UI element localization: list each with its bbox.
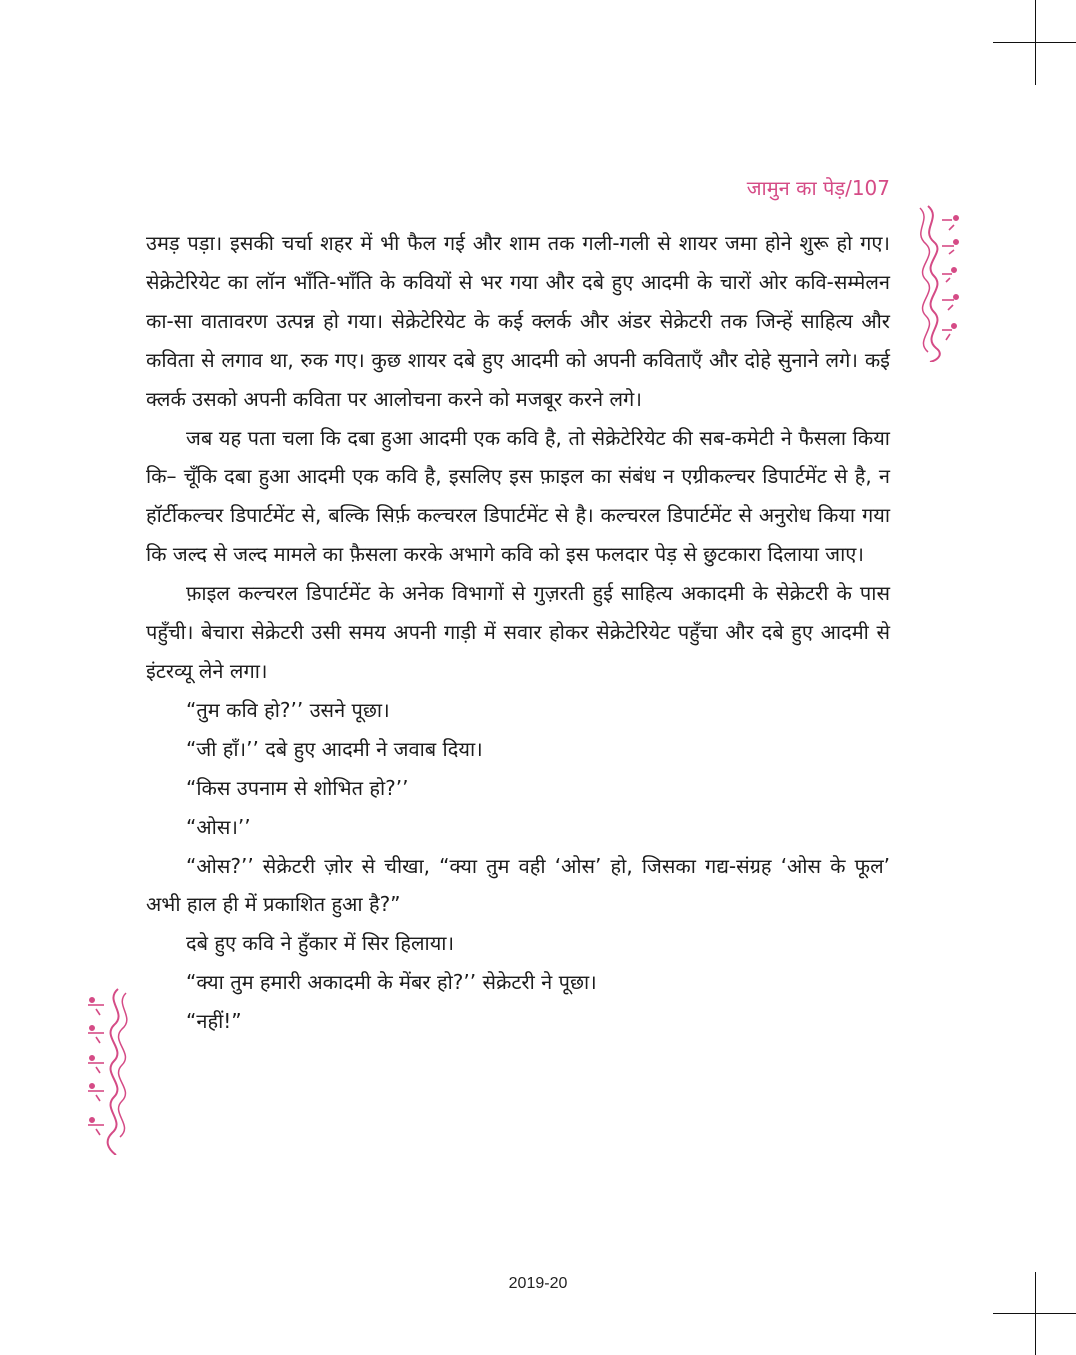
dialogue-line-5: “ओस?’’ सेक्रेटरी ज़ोर से चीखा, “क्या तुम वही ‘ओस’ हो, जिसका गद्य-संग्रह ‘ओस के फूल’ अभी हाल ही में प्रकाशित हुआ है?”: [146, 853, 890, 917]
floral-ornament-icon: [78, 985, 134, 1155]
dialogue-line-4: “ओस।’’: [186, 814, 251, 839]
paragraph-2: जब यह पता चला कि दबा हुआ आदमी एक कवि है, तो सेक्रेटेरियेट की सब-कमेटी ने फैसला किया कि– चूँकि दबा हुआ आदमी एक कवि है, इसलिए इस फ़ाइल का संबंध न एग्रीकल्चर डिपार्टमेंट से है, न हॉर्टीकल्चर डिपार्टमेंट से, बल्कि सिर्फ़ कल्चरल डिपार्टमेंट से है। कल्चरल डिपार्टमेंट से अनुरोध किया गया कि जल्द से जल्द मामले का फ़ैसला करके अभागे कवि को इस फलदार पेड़ से छुटकारा दिलाया जाए।: [146, 425, 890, 567]
page-footer-year: 2019-20: [508, 1275, 568, 1292]
crop-mark-top-right-horizontal: [993, 42, 1076, 43]
dialogue-line-7: “क्या तुम हमारी अकादमी के मेंबर हो?’’ सेक्रेटरी ने पूछा।: [186, 970, 597, 995]
body-text: [146, 224, 890, 1041]
dialogue-line-1: “तुम कवि हो?’’ उसने पूछा।: [186, 697, 390, 722]
floral-ornament-icon: [916, 202, 972, 362]
crop-mark-bottom-right-horizontal: [993, 1313, 1076, 1314]
dialogue-line-8: “नहीं!”: [186, 1009, 242, 1034]
dialogue-line-3: “किस उपनाम से शोभित हो?’’: [186, 775, 409, 800]
paragraph-3: फ़ाइल कल्चरल डिपार्टमेंट के अनेक विभागों से गुज़रती हुई साहित्य अकादमी के सेक्रेटरी के पास पहुँची। बेचारा सेक्रेटरी उसी समय अपनी गाड़ी में सवार होकर सेक्रेटेरियेट पहुँचा और दबे हुए आदमी से इंटरव्यू लेने लगा।: [146, 581, 890, 683]
paragraph-1: उमड़ पड़ा। इसकी चर्चा शहर में भी फैल गई और शाम तक गली-गली से शायर जमा होने शुरू हो गए। सेक्रेटेरियेट का लॉन भाँति-भाँति के कवियों से भर गया और दबे हुए आदमी के चारों ओर कवि-सम्मेलन का-सा वातावरण उत्पन्न हो गया। सेक्रेटेरियेट के कई क्लर्क और अंडर सेक्रेटरी तक जिन्हें साहित्य और कविता से लगाव था, रुक गए। कुछ शायर दबे हुए आदमी को अपनी कविताएँ और दोहे सुनाने लगे। कई क्लर्क उसको अपनी कविता पर आलोचना करने को मजबूर करने लगे।: [146, 231, 890, 411]
dialogue-line-2: “जी हाँ।’’ दबे हुए आदमी ने जवाब दिया।: [186, 736, 483, 761]
running-head: जामुन का पेड़/107: [746, 176, 890, 200]
dialogue-line-6: दबे हुए कवि ने हुँकार में सिर हिलाया।: [186, 931, 455, 956]
